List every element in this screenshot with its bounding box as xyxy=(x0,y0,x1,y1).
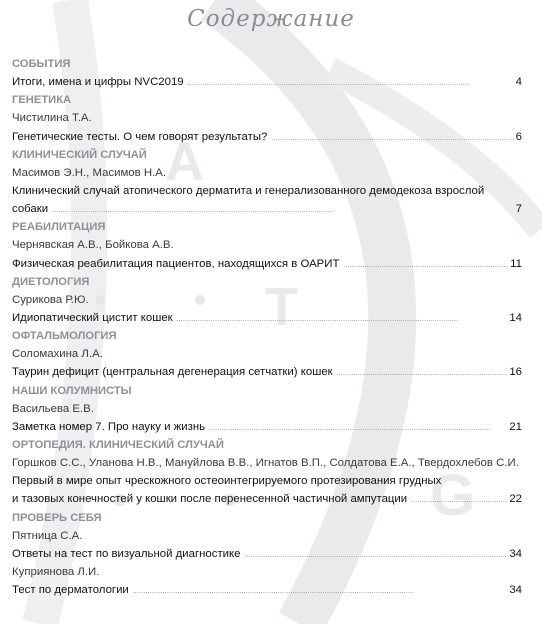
article-authors: Куприянова Л.И. xyxy=(12,565,100,578)
section-heading: ГЕНЕТИКА xyxy=(12,94,72,107)
page-number: 11 xyxy=(510,257,522,270)
dot-leader xyxy=(411,490,507,508)
page-number: 34 xyxy=(509,547,522,560)
article-authors: Сурикова Р.Ю. xyxy=(12,293,89,306)
toc-entry[interactable] xyxy=(12,255,522,273)
toc-entry[interactable] xyxy=(12,73,522,91)
article-title: Заметка номер 7. Про науку и жизнь xyxy=(12,420,206,433)
article-authors: Пятница С.А. xyxy=(12,529,83,542)
dot-leader xyxy=(177,309,508,327)
dot-leader xyxy=(188,73,514,91)
page-number: 34 xyxy=(509,584,522,597)
article-title: Физическая реабилитация пациентов, находящихся в ОАРИТ xyxy=(12,257,340,270)
dot-leader xyxy=(244,545,507,563)
article-authors: Масимов Э.Н., Масимов Н.А. xyxy=(12,166,167,179)
article-title: собаки xyxy=(12,203,49,216)
page-title: Содержание xyxy=(187,6,355,32)
section-heading: КЛИНИЧЕСКИЙ СЛУЧАЙ xyxy=(12,148,147,161)
article-authors: Соломахина Л.А. xyxy=(12,348,103,361)
article-title: Таурин дефицит (центральная дегенерация сетчатки) кошек xyxy=(12,366,333,379)
dot-leader xyxy=(337,363,508,381)
page-number: 6 xyxy=(515,130,522,143)
article-title: и тазовых конечностей у кошки после перенесенной частичной ампутации xyxy=(12,493,408,506)
toc-entry[interactable] xyxy=(12,545,522,563)
dot-leader xyxy=(271,128,513,146)
page-number: 16 xyxy=(509,366,522,379)
toc-entry[interactable] xyxy=(12,200,522,218)
toc-entry[interactable] xyxy=(12,128,522,146)
toc-entry[interactable] xyxy=(12,581,522,599)
section-heading: РЕАБИЛИТАЦИЯ xyxy=(12,221,106,234)
section-heading: ОФТАЛЬМОЛОГИЯ xyxy=(12,330,117,343)
article-title: Генетические тесты. О чем говорят результаты? xyxy=(12,130,268,143)
toc-entry[interactable] xyxy=(12,418,522,436)
dot-leader xyxy=(52,200,514,218)
article-title: Ответы на тест по визуальной диагностике xyxy=(12,547,241,560)
article-authors: Васильева Е.В. xyxy=(12,402,94,415)
article-authors: Чистилина Т.А. xyxy=(12,112,92,125)
section-heading: ОРТОПЕДИЯ. КЛИНИЧЕСКИЙ СЛУЧАЙ xyxy=(12,438,224,451)
page-number: 22 xyxy=(509,493,522,506)
watermark-letter: Т xyxy=(265,277,298,337)
dot-leader xyxy=(133,581,508,599)
watermark-letter: G xyxy=(430,463,476,528)
watermark-letter: А xyxy=(165,132,204,192)
section-heading: ПРОВЕРЬ СЕБЯ xyxy=(12,511,102,524)
section-heading: СОБЫТИЯ xyxy=(12,58,71,70)
article-authors: Горшков С.С., Уланова Н.В., Мануйлова В.В., Игнатов В.П., Солдатова Е.А., Твердохлебов С.И. xyxy=(12,457,519,470)
page-number: 4 xyxy=(515,76,522,89)
article-authors: Чернявская А.В., Бойкова А.В. xyxy=(12,239,174,252)
article-title-line: Первый в мире опыт чрескожного остеоинтегрируемого протезирования грудных xyxy=(12,475,442,488)
page-number: 14 xyxy=(509,311,522,324)
article-title: Тест по дерматологии xyxy=(12,584,129,597)
article-title-line: Клинический случай атопического дерматита и генерализованного демодекоза взрослой xyxy=(12,184,485,197)
section-heading: НАШИ КОЛУМНИСТЫ xyxy=(12,384,132,397)
page-number: 7 xyxy=(515,203,522,216)
article-title: Идиопатический цистит кошек xyxy=(12,311,173,324)
article-title: Итоги, имена и цифры NVC2019 xyxy=(12,76,184,89)
dot-leader xyxy=(209,418,507,436)
toc-entry[interactable] xyxy=(12,490,522,508)
toc-entry[interactable] xyxy=(12,363,522,381)
section-heading: ДИЕТОЛОГИЯ xyxy=(12,275,90,288)
dot-leader xyxy=(343,255,508,273)
toc-entry[interactable] xyxy=(12,309,522,327)
table-of-contents xyxy=(12,55,522,599)
page-number: 21 xyxy=(509,420,522,433)
